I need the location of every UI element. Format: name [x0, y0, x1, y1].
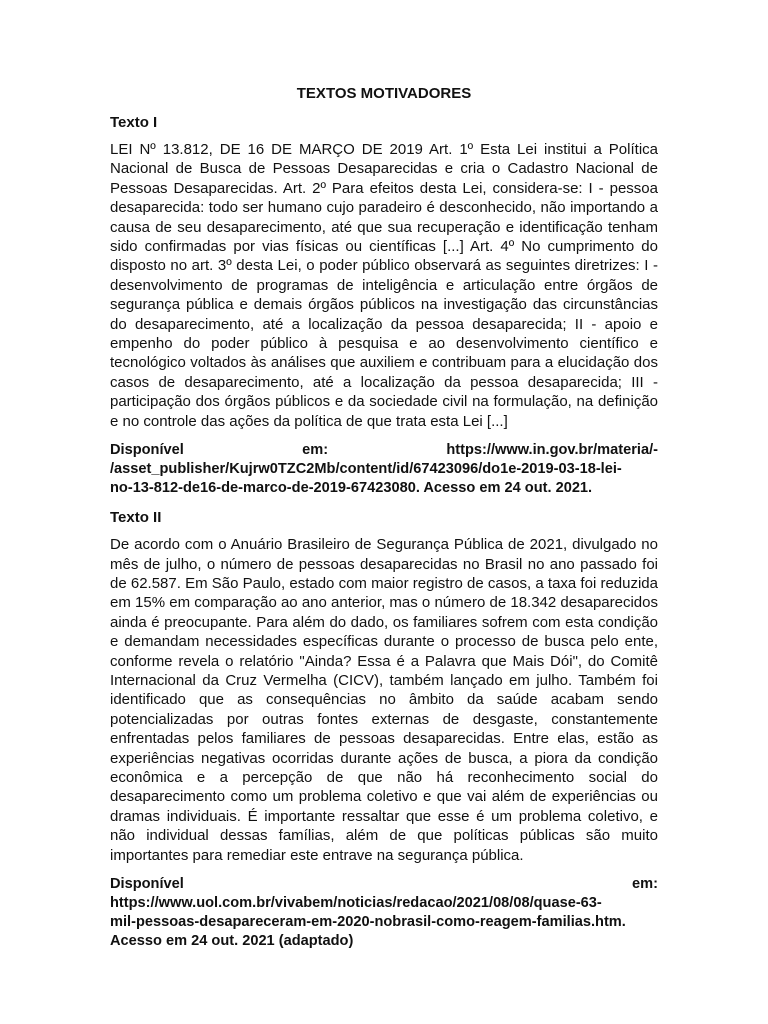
texto-2-source	[110, 875, 658, 951]
texto-1-source-line-3[interactable]: no-13-812-de16-de-marco-de-2019-67423080. Acesso em 24 out. 2021.	[110, 480, 593, 497]
texto-2-source-em: em:	[632, 876, 658, 892]
document-title: TEXTOS MOTIVADORES	[296, 85, 472, 102]
texto-2-body: De acordo com o Anuário Brasileiro de Segurança Pública de 2021, divulgado no mês de julho, o número de pessoas desaparecidas no Brasil no ano passado foi de 62.587. Em São Paulo, estado com maior registro de casos, a taxa foi reduzida em 15% em comparação ao ano anterior, mas o número de 18.342 desaparecidos ainda é preocupante. Para além do dado, os familiares sofrem com esta condição e demandam necessidades específicas durante o processo de busca pelo ente, conforme revela o relatório "Ainda? Essa é a Palavra que Mais Dói", do Comitê Internacional da Cruz Vermelha (CICV), também lançado em julho. Também foi identificado que as consequências no âmbito da saúde acabam sendo potencializadas por outras fontes externas de desgaste, constantemente enfrentadas pelos familiares de pessoas desaparecidas. Entre elas, estão as experiências negativas ocorridas durante ações de busca, a piora da condição econômica e a percepção de que não há reconhecimento social do desaparecimento como um problema coletivo e que vai além de experiências ou dramas individuais. É importante ressaltar que esse é um problema coletivo, e não individual dessas famílias, além de que políticas públicas são muito importantes para remediar este entrave na segurança pública.	[110, 536, 658, 864]
texto-1-source-label: Disponível	[110, 442, 184, 459]
texto-1-source-em: em:	[302, 442, 329, 459]
texto-2-source-line-1	[110, 875, 658, 894]
texto-2-heading: Texto II	[110, 509, 162, 527]
texto-2-source-label: Disponível	[110, 876, 184, 892]
texto-2-source-line-2[interactable]: https://www.uol.com.br/vivabem/noticias/redacao/2021/08/08/quase-63-	[110, 895, 602, 911]
texto-1-heading: Texto I	[110, 114, 158, 131]
texto-1-source-line-2[interactable]: /asset_publisher/Kujrw0TZC2Mb/content/id/67423096/do1e-2019-03-18-lei-	[110, 461, 622, 478]
texto-2-source-line-3[interactable]: mil-pessoas-desapareceram-em-2020-nobrasil-como-reagem-familias.htm.	[110, 914, 626, 930]
texto-1-source	[110, 441, 658, 498]
document-page	[110, 84, 658, 961]
texto-2-source-line-4: Acesso em 24 out. 2021 (adaptado)	[110, 933, 354, 949]
texto-1-source-line-1	[110, 441, 658, 460]
texto-1-source-url-start[interactable]: https://www.in.gov.br/materia/-	[446, 442, 658, 459]
texto-1-body: LEI Nº 13.812, DE 16 DE MARÇO DE 2019 Art. 1º Esta Lei institui a Política Nacional de Busca de Pessoas Desaparecidas e cria o Cadastro Nacional de Pessoas Desaparecidas. Art. 2º Para efeitos desta Lei, considera-se: I - pessoa desaparecida: todo ser humano cujo paradeiro é desconhecido, não importando a causa de seu desaparecimento, até que sua recuperação e identificação tenham sido confirmadas por vias físicas ou científicas [...] Art. 4º No cumprimento do disposto no art. 3º desta Lei, o poder público observará as seguintes diretrizes: I - desenvolvimento de programas de inteligência e articulação entre órgãos de segurança pública e demais órgãos públicos na investigação das circunstâncias do desaparecimento, até a localização da pessoa desaparecida; II - apoio e empenho do poder público à pesquisa e ao desenvolvimento científico e tecnológico voltados às análises que auxiliem e contribuam para a elucidação dos casos de desaparecimento, até a localização da pessoa desaparecida; III - participação dos órgãos públicos e da sociedade civil na formulação, na definição e no controle das ações da política de que trata esta Lei [...]	[110, 141, 658, 430]
